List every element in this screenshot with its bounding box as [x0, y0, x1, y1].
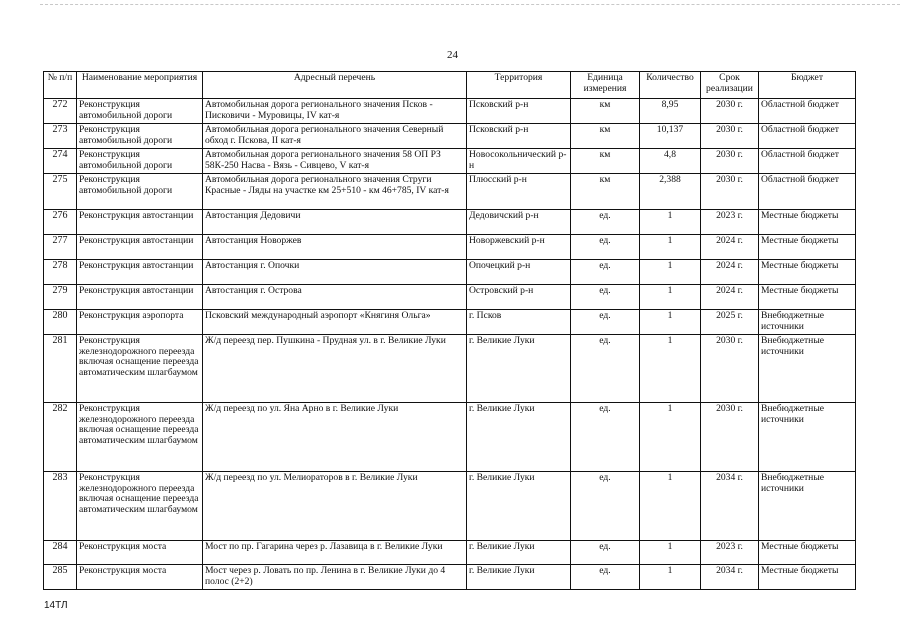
row-quantity: 2,388 — [640, 174, 701, 210]
row-num: 277 — [44, 235, 77, 260]
header-num: № п/п — [44, 72, 77, 99]
row-term: 2024 г. — [701, 260, 759, 285]
row-name: Реконструкция автомобильной дороги — [77, 149, 203, 174]
row-budget: Местные бюджеты — [759, 541, 856, 565]
table-row — [44, 335, 856, 403]
row-territory: Плюсский р-н — [467, 174, 571, 210]
table-row — [44, 210, 856, 235]
table-row — [44, 541, 856, 565]
header-budget: Бюджет — [759, 72, 856, 99]
row-quantity: 10,137 — [640, 124, 701, 149]
row-address: Автомобильная дорога регионального значения Псков - Писковичи - Муровицы, IV кат-я — [203, 99, 467, 124]
header-quantity: Количество — [640, 72, 701, 99]
row-name: Реконструкция автомобильной дороги — [77, 124, 203, 149]
row-territory: Новоржевский р-н — [467, 235, 571, 260]
row-territory: г. Великие Луки — [467, 335, 571, 403]
header-name: Наименование мероприятия — [77, 72, 203, 99]
row-territory: Псковский р-н — [467, 124, 571, 149]
row-num: 275 — [44, 174, 77, 210]
row-address: Автомобильная дорога регионального значения 58 ОП РЗ 58К-250 Насва - Вязь - Сивцево, V кат-я — [203, 149, 467, 174]
row-territory: г. Великие Луки — [467, 472, 571, 541]
row-num: 285 — [44, 565, 77, 590]
row-budget: Областной бюджет — [759, 149, 856, 174]
header-address: Адресный перечень — [203, 72, 467, 99]
row-num: 272 — [44, 99, 77, 124]
row-unit: ед. — [571, 285, 640, 310]
row-territory: Опочецкий р-н — [467, 260, 571, 285]
row-num: 281 — [44, 335, 77, 403]
row-budget: Местные бюджеты — [759, 210, 856, 235]
row-term: 2030 г. — [701, 149, 759, 174]
row-unit: ед. — [571, 235, 640, 260]
row-unit: ед. — [571, 541, 640, 565]
row-term: 2030 г. — [701, 99, 759, 124]
row-address: Автостанция Дедовичи — [203, 210, 467, 235]
row-unit: км — [571, 149, 640, 174]
row-name: Реконструкция моста — [77, 541, 203, 565]
row-quantity: 8,95 — [640, 99, 701, 124]
row-budget: Внебюджетные источники — [759, 310, 856, 335]
row-num: 274 — [44, 149, 77, 174]
row-budget: Внебюджетные источники — [759, 472, 856, 541]
row-name: Реконструкция автостанции — [77, 260, 203, 285]
row-address: Автостанция Новоржев — [203, 235, 467, 260]
row-quantity: 1 — [640, 472, 701, 541]
row-unit: ед. — [571, 210, 640, 235]
row-num: 282 — [44, 403, 77, 472]
row-name: Реконструкция автомобильной дороги — [77, 99, 203, 124]
table-row — [44, 403, 856, 472]
table-row — [44, 260, 856, 285]
row-term: 2023 г. — [701, 210, 759, 235]
row-unit: ед. — [571, 310, 640, 335]
table-row — [44, 124, 856, 149]
row-num: 276 — [44, 210, 77, 235]
row-territory: г. Великие Луки — [467, 541, 571, 565]
row-territory: Новосокольнический р-н — [467, 149, 571, 174]
table-row — [44, 565, 856, 590]
row-address: Автостанция г. Острова — [203, 285, 467, 310]
row-num: 273 — [44, 124, 77, 149]
row-territory: Островский р-н — [467, 285, 571, 310]
row-term: 2025 г. — [701, 310, 759, 335]
row-budget: Областной бюджет — [759, 99, 856, 124]
row-address: Автомобильная дорога регионального значения Северный обход г. Пскова, II кат-я — [203, 124, 467, 149]
row-term: 2024 г. — [701, 235, 759, 260]
row-unit: ед. — [571, 335, 640, 403]
row-num: 284 — [44, 541, 77, 565]
row-unit: км — [571, 124, 640, 149]
row-term: 2034 г. — [701, 472, 759, 541]
row-name: Реконструкция автостанции — [77, 285, 203, 310]
row-address: Псковский международный аэропорт «Княгиня Ольга» — [203, 310, 467, 335]
row-quantity: 1 — [640, 210, 701, 235]
row-quantity: 1 — [640, 403, 701, 472]
row-territory: г. Великие Луки — [467, 565, 571, 590]
row-address: Мост по пр. Гагарина через р. Лазавица в г. Великие Луки — [203, 541, 467, 565]
row-name: Реконструкция автостанции — [77, 235, 203, 260]
row-unit: ед. — [571, 565, 640, 590]
row-territory: г. Псков — [467, 310, 571, 335]
row-term: 2024 г. — [701, 285, 759, 310]
row-quantity: 1 — [640, 541, 701, 565]
row-unit: ед. — [571, 472, 640, 541]
row-quantity: 1 — [640, 335, 701, 403]
row-name: Реконструкция автомобильной дороги — [77, 174, 203, 210]
table-header-row — [44, 72, 856, 99]
page-number: 24 — [447, 49, 458, 61]
row-quantity: 1 — [640, 260, 701, 285]
row-unit: км — [571, 174, 640, 210]
row-budget: Областной бюджет — [759, 174, 856, 210]
row-territory: Псковский р-н — [467, 99, 571, 124]
row-address: Ж/д переезд по ул. Яна Арно в г. Великие Луки — [203, 403, 467, 472]
row-num: 279 — [44, 285, 77, 310]
row-quantity: 1 — [640, 285, 701, 310]
row-term: 2023 г. — [701, 541, 759, 565]
row-territory: г. Великие Луки — [467, 403, 571, 472]
row-term: 2030 г. — [701, 403, 759, 472]
row-name: Реконструкция железнодорожного переезда включая оснащение переезда автоматическим шлагбаумом — [77, 335, 203, 403]
row-address: Автомобильная дорога регионального значения Струги Красные - Ляды на участке км 25+510 - км 46+785, IV кат-я — [203, 174, 467, 210]
row-budget: Местные бюджеты — [759, 260, 856, 285]
row-name: Реконструкция железнодорожного переезда включая оснащение переезда автоматическим шлагбаумом — [77, 472, 203, 541]
row-quantity: 1 — [640, 565, 701, 590]
row-address: Автостанция г. Опочки — [203, 260, 467, 285]
row-num: 280 — [44, 310, 77, 335]
table-row — [44, 99, 856, 124]
row-term: 2030 г. — [701, 124, 759, 149]
row-quantity: 1 — [640, 235, 701, 260]
row-quantity: 1 — [640, 310, 701, 335]
row-territory: Дедовичский р-н — [467, 210, 571, 235]
row-term: 2030 г. — [701, 174, 759, 210]
row-unit: ед. — [571, 403, 640, 472]
header-unit: Единица измерения — [571, 72, 640, 99]
table-row — [44, 174, 856, 210]
row-budget: Местные бюджеты — [759, 285, 856, 310]
row-name: Реконструкция аэропорта — [77, 310, 203, 335]
header-term: Срок реализации — [701, 72, 759, 99]
row-term: 2030 г. — [701, 335, 759, 403]
footer-code: 14ТЛ — [44, 600, 68, 611]
row-budget: Местные бюджеты — [759, 565, 856, 590]
row-budget: Внебюджетные источники — [759, 335, 856, 403]
row-num: 278 — [44, 260, 77, 285]
row-quantity: 4,8 — [640, 149, 701, 174]
row-term: 2034 г. — [701, 565, 759, 590]
table-row — [44, 149, 856, 174]
row-address: Мост через р. Ловать по пр. Ленина в г. Великие Луки до 4 полос (2+2) — [203, 565, 467, 590]
row-num: 283 — [44, 472, 77, 541]
table-row — [44, 472, 856, 541]
header-territory: Территория — [467, 72, 571, 99]
row-name: Реконструкция автостанции — [77, 210, 203, 235]
table-row — [44, 235, 856, 260]
row-unit: км — [571, 99, 640, 124]
row-budget: Внебюджетные источники — [759, 403, 856, 472]
row-budget: Местные бюджеты — [759, 235, 856, 260]
row-unit: ед. — [571, 260, 640, 285]
table-row — [44, 310, 856, 335]
table-row — [44, 285, 856, 310]
measures-table — [43, 71, 856, 590]
row-name: Реконструкция моста — [77, 565, 203, 590]
scan-artifact-line — [40, 4, 900, 6]
row-name: Реконструкция железнодорожного переезда включая оснащение переезда автоматическим шлагбаумом — [77, 403, 203, 472]
row-budget: Областной бюджет — [759, 124, 856, 149]
row-address: Ж/д переезд по ул. Мелиораторов в г. Великие Луки — [203, 472, 467, 541]
row-address: Ж/д переезд пер. Пушкина - Прудная ул. в г. Великие Луки — [203, 335, 467, 403]
